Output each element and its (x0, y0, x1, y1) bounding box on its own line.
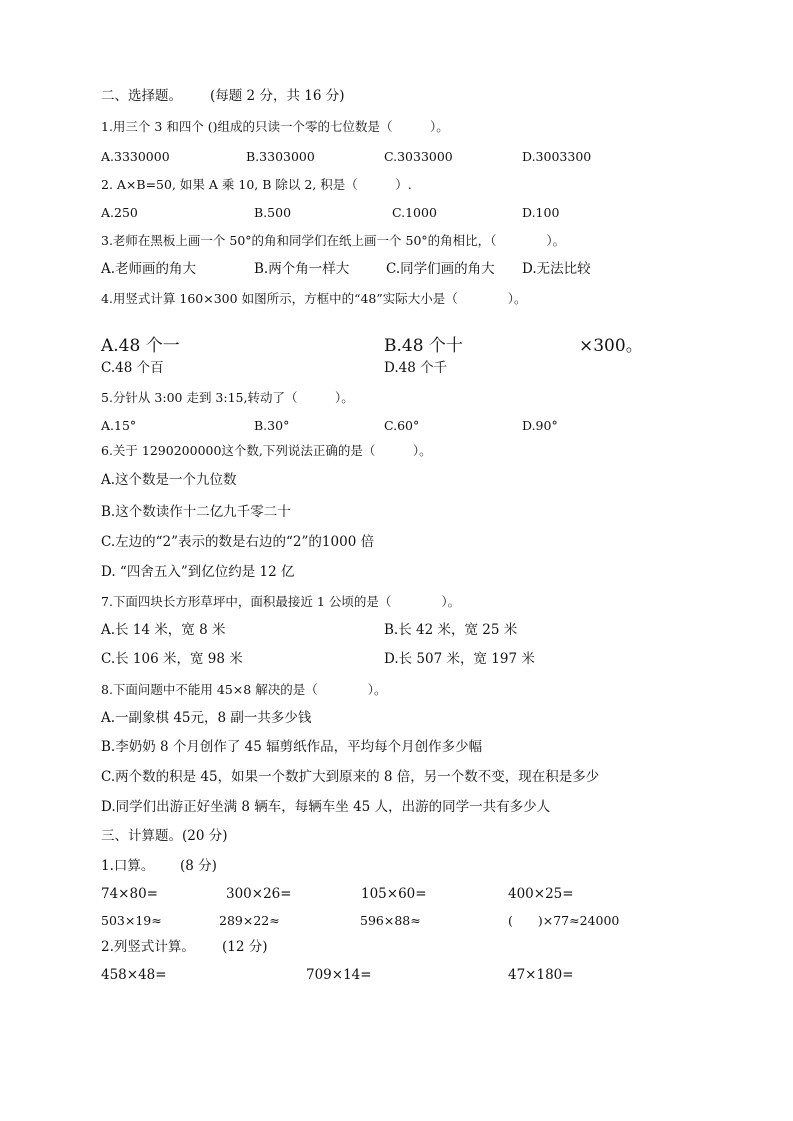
q6-stem: 6.关于 1290200000这个数,下列说法正确的是（ ）。 (101, 443, 432, 458)
section3-title: 三、计算题。(20 分) (101, 828, 228, 844)
q6-option-c: C.左边的“2”表示的数是右边的“2”的1000 倍 (101, 534, 375, 550)
calc-row1-item1: 74×80= (101, 886, 158, 902)
q5-option-b: B.30° (254, 418, 290, 433)
q3-option-d: D.无法比较 (522, 261, 591, 277)
q5-stem: 5.分针从 3:00 走到 3:15,转动了（ ）。 (101, 390, 354, 405)
section3-p1-score: (8 分) (180, 858, 217, 874)
q7-option-d: D.长 507 米，宽 197 米 (384, 651, 535, 667)
q2-option-c: C.1000 (392, 205, 437, 220)
vertical-calc-item1: 458×48= (101, 967, 167, 983)
q3-stem: 3.老师在黑板上画一个 50°的角和同学们在纸上画一个 50°的角相比，（ ）。 (101, 233, 566, 248)
q5-option-a: A.15° (101, 418, 137, 433)
calc-row1-item4: 400×25= (508, 886, 574, 902)
q1-option-a: A.3330000 (101, 149, 170, 164)
section3-p1-title: 1.口算。 (101, 858, 155, 874)
calc-row2-item3: 596×88≈ (360, 913, 421, 928)
calc-row1-item3: 105×60= (361, 886, 427, 902)
calc-row2-item4: ( )×77≈24000 (508, 913, 620, 928)
section2-score: (每题 2 分，共 16 分) (210, 88, 345, 104)
q1-option-b: B.3303000 (246, 149, 315, 164)
q2-option-d: D.100 (522, 205, 560, 220)
section2-title: 二、选择题。 (101, 88, 182, 104)
q8-stem: 8.下面问题中不能用 45×8 解决的是（ ）。 (101, 682, 387, 697)
q4-stem: 4.用竖式计算 160×300 如图所示，方框中的“48”实际大小是（ ）。 (101, 291, 527, 306)
q7-option-a: A.长 14 米，宽 8 米 (101, 622, 226, 638)
section3-p2-score: (12 分) (222, 939, 268, 955)
q2-option-b: B.500 (254, 205, 292, 220)
q6-option-b: B.这个数读作十二亿九千零二十 (101, 504, 291, 520)
q4-option-b: B.48 个十 (384, 336, 463, 356)
q1-option-c: C.3033000 (384, 149, 453, 164)
q2-stem: 2. A×B=50, 如果 A 乘 10, B 除以 2, 积是（ ）. (101, 177, 412, 192)
vertical-calc-item3: 47×180= (508, 967, 574, 983)
q7-option-c: C.长 106 米，宽 98 米 (101, 651, 243, 667)
q5-option-c: C.60° (384, 418, 420, 433)
calc-row2-item1: 503×19≈ (101, 913, 162, 928)
q8-option-c: C.两个数的积是 45，如果一个数扩大到原来的 8 倍，另一个数不变，现在积是多少 (101, 769, 600, 785)
q6-option-a: A.这个数是一个九位数 (101, 472, 237, 488)
calc-row2-item2: 289×22≈ (219, 913, 280, 928)
q6-option-d: D. “四舍五入”到亿位约是 12 亿 (101, 564, 295, 580)
q1-stem: 1.用三个 3 和四个 ()组成的只读一个零的七位数是（ ）。 (101, 119, 449, 134)
q1-option-d: D.3003300 (522, 149, 592, 164)
q8-option-d: D.同学们出游正好坐满 8 辆车，每辆车坐 45 人，出游的同学一共有多少人 (101, 799, 551, 815)
q7-option-b: B.长 42 米，宽 25 米 (384, 622, 518, 638)
q3-option-a: A.老师画的角大 (101, 261, 197, 277)
q2-option-a: A.250 (101, 205, 138, 220)
q4-option-c: C.48 个百 (101, 360, 164, 376)
q7-stem: 7.下面四块长方形草坪中，面积最接近 1 公顷的是（ ）。 (101, 594, 461, 609)
q8-option-a: A.一副象棋 45元，8 副一共多少钱 (101, 710, 312, 726)
calc-row1-item2: 300×26= (226, 886, 292, 902)
q5-option-d: D.90° (522, 418, 558, 433)
section3-p2-title: 2.列竖式计算。 (101, 939, 195, 955)
q3-option-b: B.两个角一样大 (254, 261, 350, 277)
q4-option-d: D.48 个千 (384, 360, 448, 376)
vertical-calc-item2: 709×14= (306, 967, 372, 983)
q3-option-c: C.同学们画的角大 (386, 261, 495, 277)
q4-figure-fragment: ×300。 (579, 336, 643, 356)
q8-option-b: B.李奶奶 8 个月创作了 45 辐剪纸作品，平均每个月创作多少幅 (101, 739, 483, 755)
q4-option-a: A.48 个一 (101, 336, 180, 356)
